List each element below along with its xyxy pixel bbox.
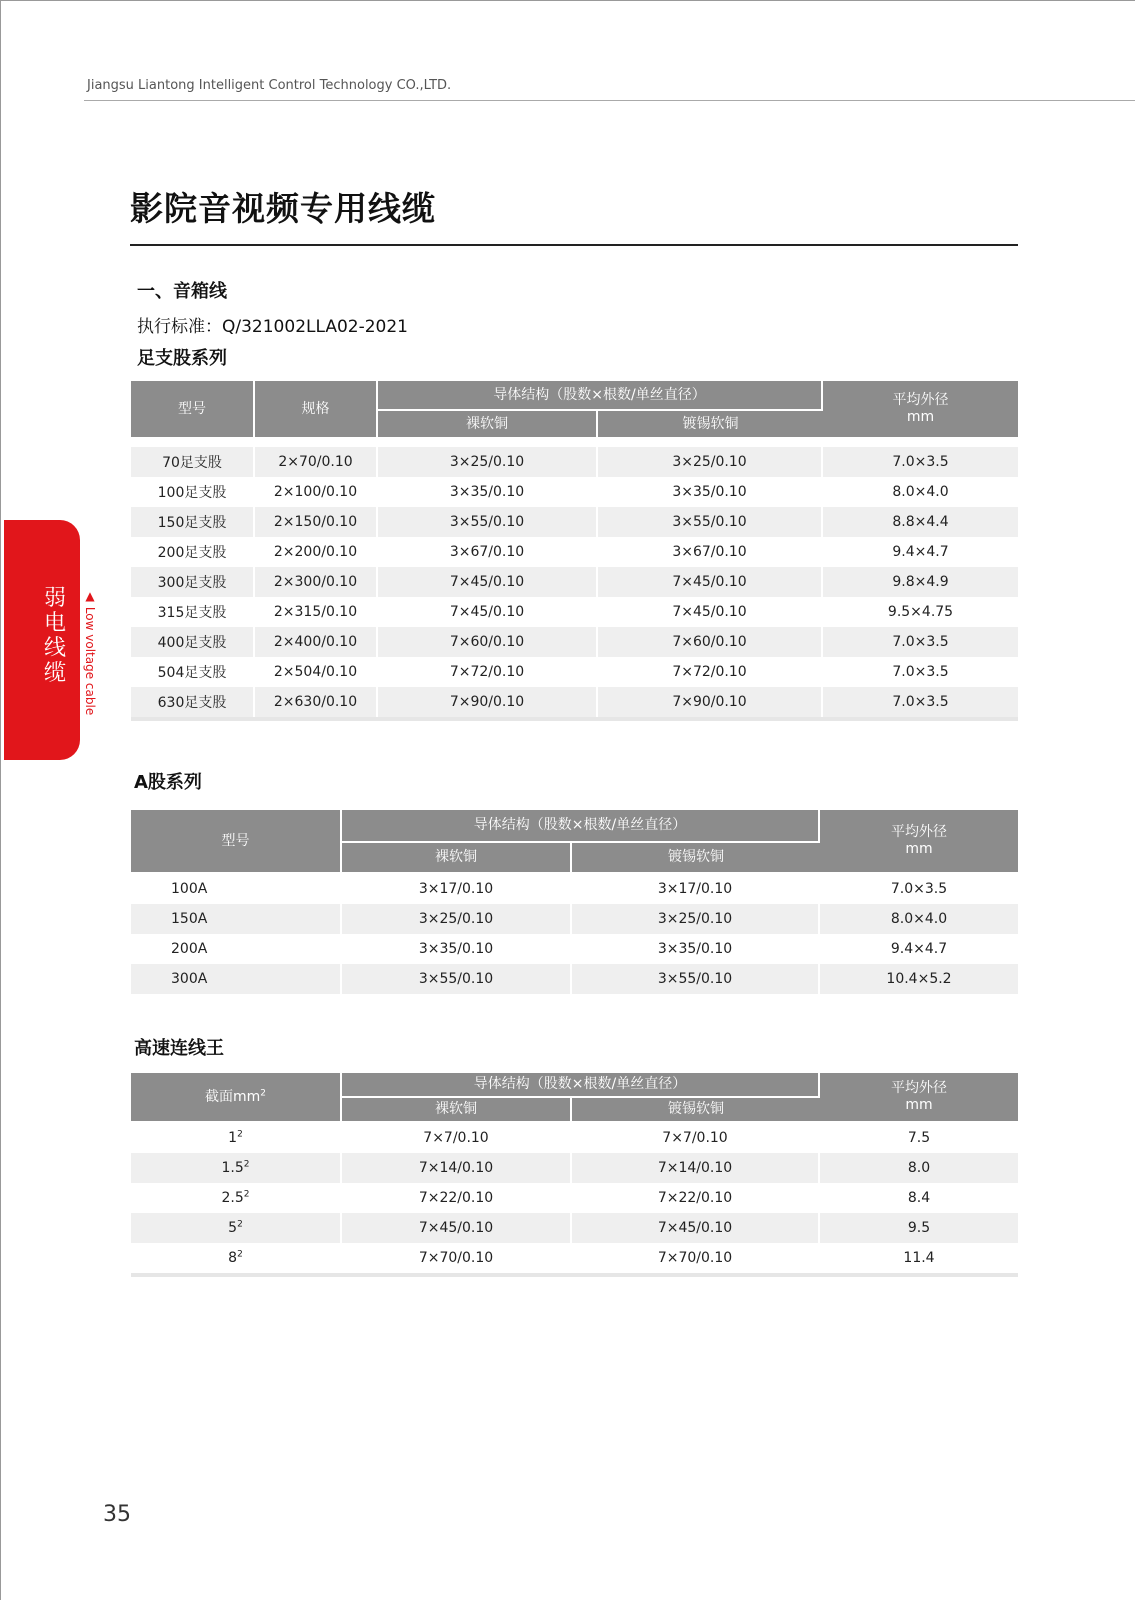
cell-tinned-copper: 7×70/0.10 <box>572 1243 820 1273</box>
cell-bare-copper: 3×17/0.10 <box>342 874 572 904</box>
cell-diameter: 9.4×4.7 <box>820 934 1018 964</box>
table-row <box>131 1123 1018 1153</box>
cell-model: 300足支股 <box>131 567 255 597</box>
table-row <box>131 1183 1018 1213</box>
cell-model: 150足支股 <box>131 507 255 537</box>
cell-model: 100足支股 <box>131 477 255 507</box>
cell-spec: 2×100/0.10 <box>255 477 378 507</box>
table-row <box>131 447 1018 477</box>
cell-spec: 2×70/0.10 <box>255 447 378 477</box>
cell-bare-copper: 7×90/0.10 <box>378 687 598 717</box>
table-row <box>131 687 1018 717</box>
header-tinned-copper: 镀锡软铜 <box>598 411 823 439</box>
header-diameter <box>823 381 1018 439</box>
cell-model: 100A <box>131 874 342 904</box>
cell-diameter: 7.0×3.5 <box>823 447 1018 477</box>
cell-bare-copper: 3×35/0.10 <box>342 934 572 964</box>
cell-tinned-copper: 7×72/0.10 <box>598 657 823 687</box>
cell-diameter: 7.0×3.5 <box>823 687 1018 717</box>
high-speed-cable-table <box>131 1073 1018 1277</box>
cell-bare-copper: 3×35/0.10 <box>378 477 598 507</box>
table-row <box>131 904 1018 934</box>
header-conductor: 导体结构（股数×根数/单丝直径） <box>342 810 820 843</box>
cell-model: 150A <box>131 904 342 934</box>
cell-section-area-sup: 2 <box>237 1249 243 1260</box>
cell-diameter: 9.4×4.7 <box>823 537 1018 567</box>
cell-diameter: 8.0×4.0 <box>820 904 1018 934</box>
table-row <box>131 597 1018 627</box>
header-diameter <box>820 1073 1018 1123</box>
cell-diameter: 9.5×4.75 <box>823 597 1018 627</box>
cell-tinned-copper: 3×25/0.10 <box>572 904 820 934</box>
category-tab-english-label: ▲ Low voltage cable <box>83 589 97 716</box>
cell-section-area-sup: 2 <box>237 1219 243 1230</box>
header-diameter-line2: mm <box>906 409 935 425</box>
cell-spec: 2×150/0.10 <box>255 507 378 537</box>
page-number: 35 <box>103 1502 131 1527</box>
header-diameter-line1: 平均外径 <box>891 824 948 840</box>
table-row <box>131 1153 1018 1183</box>
cell-section-area-sup: 2 <box>243 1189 250 1200</box>
cell-model: 200A <box>131 934 342 964</box>
cell-tinned-copper: 3×17/0.10 <box>572 874 820 904</box>
cell-bare-copper: 7×22/0.10 <box>342 1183 572 1213</box>
cell-model: 315足支股 <box>131 597 255 627</box>
header-bare-copper: 裸软铜 <box>342 1098 572 1123</box>
table-row <box>131 874 1018 904</box>
cell-diameter: 9.5 <box>820 1213 1018 1243</box>
cell-section-area <box>131 1153 342 1183</box>
cell-diameter: 7.0×3.5 <box>823 657 1018 687</box>
cell-bare-copper: 7×45/0.10 <box>378 567 598 597</box>
header-model: 型号 <box>131 810 342 874</box>
cell-section-area-value: 1 <box>228 1130 238 1146</box>
company-name: Jiangsu Liantong Intelligent Control Technology CO.,LTD. <box>87 78 452 93</box>
table-row <box>131 567 1018 597</box>
section1-heading: 一、音箱线 <box>137 281 227 302</box>
cell-bare-copper: 7×45/0.10 <box>378 597 598 627</box>
cell-spec: 2×315/0.10 <box>255 597 378 627</box>
cell-tinned-copper: 3×55/0.10 <box>598 507 823 537</box>
cell-section-area <box>131 1183 342 1213</box>
cell-spec: 2×300/0.10 <box>255 567 378 597</box>
cell-tinned-copper: 3×35/0.10 <box>598 477 823 507</box>
table-row <box>131 1213 1018 1243</box>
category-tab-label: 弱电线缆 <box>43 586 66 686</box>
cell-bare-copper: 7×7/0.10 <box>342 1123 572 1153</box>
cell-section-area-value: 1.5 <box>221 1160 244 1176</box>
cell-tinned-copper: 7×45/0.10 <box>598 567 823 597</box>
cell-diameter: 7.0×3.5 <box>820 874 1018 904</box>
cell-section-area-value: 5 <box>228 1220 238 1236</box>
header-diameter-line1: 平均外径 <box>891 1080 948 1096</box>
header-diameter-line1: 平均外径 <box>892 392 949 408</box>
cell-section-area <box>131 1123 342 1153</box>
cell-model: 300A <box>131 964 342 994</box>
cell-spec: 2×630/0.10 <box>255 687 378 717</box>
cell-bare-copper: 3×25/0.10 <box>378 447 598 477</box>
page-title: 影院音视频专用线缆 <box>130 189 436 228</box>
table-row <box>131 537 1018 567</box>
cell-diameter: 8.0 <box>820 1153 1018 1183</box>
cell-spec: 2×504/0.10 <box>255 657 378 687</box>
header-tinned-copper: 镀锡软铜 <box>572 843 820 874</box>
section2-title: A股系列 <box>134 772 202 793</box>
header-bare-copper: 裸软铜 <box>378 411 598 439</box>
section1-series-title: 足支股系列 <box>137 348 227 369</box>
cell-diameter: 8.4 <box>820 1183 1018 1213</box>
cell-section-area <box>131 1243 342 1273</box>
cell-diameter: 9.8×4.9 <box>823 567 1018 597</box>
header-section-area-text: 截面mm <box>204 1088 261 1105</box>
table-row <box>131 507 1018 537</box>
cell-tinned-copper: 7×45/0.10 <box>598 597 823 627</box>
cell-bare-copper: 3×67/0.10 <box>378 537 598 567</box>
header-conductor: 导体结构（股数×根数/单丝直径） <box>378 381 823 411</box>
cell-diameter: 10.4×5.2 <box>820 964 1018 994</box>
cell-tinned-copper: 3×25/0.10 <box>598 447 823 477</box>
header-diameter-line2: mm <box>905 841 933 857</box>
speaker-cable-table <box>131 381 1018 721</box>
header-diameter <box>820 810 1018 874</box>
cell-spec: 2×400/0.10 <box>255 627 378 657</box>
standard-text: 执行标准：Q/321002LLA02-2021 <box>137 317 408 337</box>
header-tinned-copper: 镀锡软铜 <box>572 1098 820 1123</box>
cell-section-area-value: 8 <box>228 1250 238 1266</box>
cell-section-area-sup: 2 <box>237 1129 243 1140</box>
cell-bare-copper: 3×25/0.10 <box>342 904 572 934</box>
page-border-top <box>0 0 1135 1</box>
table-row <box>131 477 1018 507</box>
cell-model: 200足支股 <box>131 537 255 567</box>
cell-bare-copper: 7×60/0.10 <box>378 627 598 657</box>
cell-tinned-copper: 3×55/0.10 <box>572 964 820 994</box>
table-row <box>131 627 1018 657</box>
table-row <box>131 657 1018 687</box>
cell-bare-copper: 7×72/0.10 <box>378 657 598 687</box>
cell-model: 630足支股 <box>131 687 255 717</box>
cell-diameter: 8.0×4.0 <box>823 477 1018 507</box>
header-bare-copper: 裸软铜 <box>342 843 572 874</box>
cell-spec: 2×200/0.10 <box>255 537 378 567</box>
header-divider <box>84 100 1135 101</box>
cell-tinned-copper: 7×7/0.10 <box>572 1123 820 1153</box>
header-diameter-line2: mm <box>905 1097 933 1113</box>
table-bottom-rule <box>131 717 1018 721</box>
cell-model: 504足支股 <box>131 657 255 687</box>
header-model: 型号 <box>131 381 255 439</box>
page-border-left <box>0 0 1 1600</box>
table-row <box>131 964 1018 994</box>
a-series-table <box>131 810 1018 994</box>
cell-diameter: 8.8×4.4 <box>823 507 1018 537</box>
cell-diameter: 11.4 <box>820 1243 1018 1273</box>
header-section-area-sup: 2 <box>260 1087 266 1098</box>
cell-diameter: 7.5 <box>820 1123 1018 1153</box>
section3-title: 高速连线王 <box>134 1038 224 1059</box>
cell-tinned-copper: 3×67/0.10 <box>598 537 823 567</box>
title-divider <box>130 244 1018 246</box>
table-row <box>131 934 1018 964</box>
cell-tinned-copper: 7×14/0.10 <box>572 1153 820 1183</box>
cell-model: 70足支股 <box>131 447 255 477</box>
cell-tinned-copper: 7×90/0.10 <box>598 687 823 717</box>
cell-tinned-copper: 7×45/0.10 <box>572 1213 820 1243</box>
cell-bare-copper: 3×55/0.10 <box>378 507 598 537</box>
cell-section-area <box>131 1213 342 1243</box>
header-conductor: 导体结构（股数×根数/单丝直径） <box>342 1073 820 1098</box>
cell-bare-copper: 7×14/0.10 <box>342 1153 572 1183</box>
cell-section-area-value: 2.5 <box>221 1190 244 1206</box>
table-bottom-rule <box>131 1273 1018 1277</box>
cell-bare-copper: 3×55/0.10 <box>342 964 572 994</box>
cell-bare-copper: 7×45/0.10 <box>342 1213 572 1243</box>
header-section-area <box>131 1073 342 1123</box>
cell-section-area-sup: 2 <box>243 1159 250 1170</box>
cell-tinned-copper: 3×35/0.10 <box>572 934 820 964</box>
cell-tinned-copper: 7×60/0.10 <box>598 627 823 657</box>
table-row <box>131 1243 1018 1273</box>
spacer <box>131 439 1018 447</box>
cell-tinned-copper: 7×22/0.10 <box>572 1183 820 1213</box>
cell-diameter: 7.0×3.5 <box>823 627 1018 657</box>
cell-model: 400足支股 <box>131 627 255 657</box>
cell-bare-copper: 7×70/0.10 <box>342 1243 572 1273</box>
header-spec: 规格 <box>255 381 378 439</box>
